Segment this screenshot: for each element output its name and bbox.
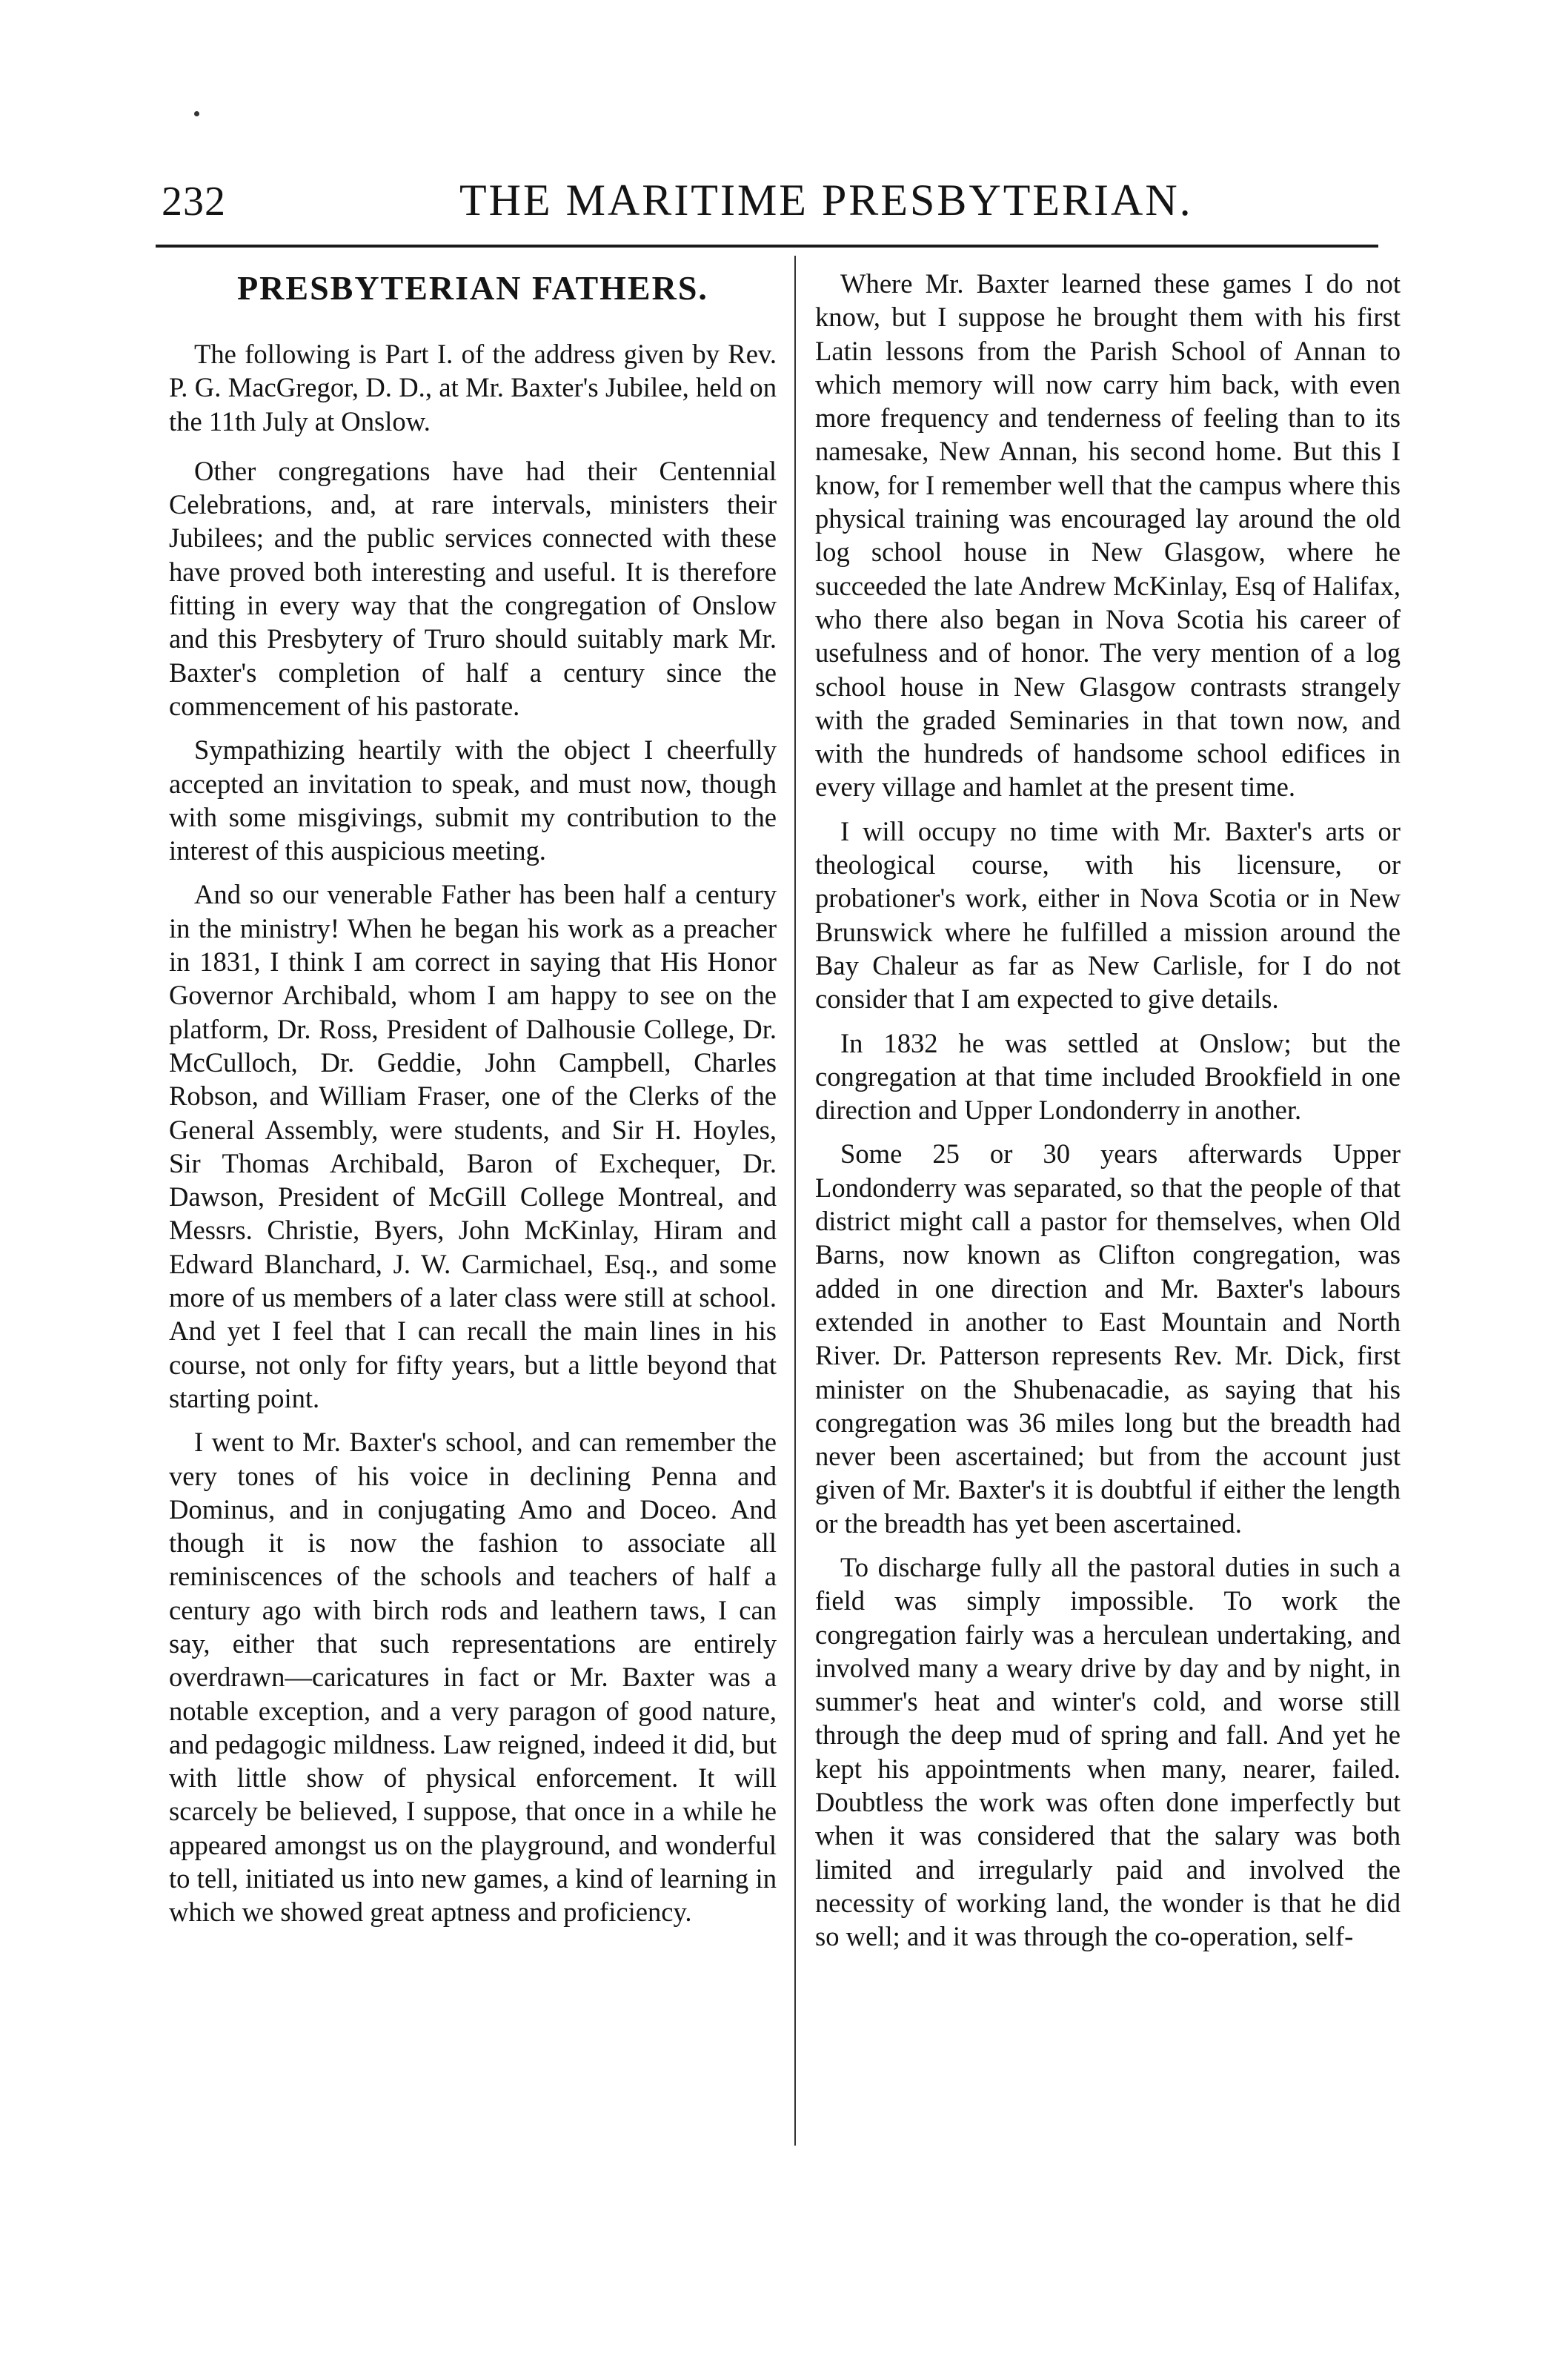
paragraph: Other congregations have had their Centennial Celebrations, and, at rare intervals, ministers their Jubilees; and the public services connected with these have proved both interesting and useful. It is therefore fitting in every way that the congregation of Onslow and this Presbytery of Truro should suitably mark Mr. Baxter's completion of half a century since the commencement of his pastorate. <box>169 455 777 721</box>
left-column <box>169 267 777 1940</box>
header-rule <box>156 245 1378 248</box>
article-intro: The following is Part I. of the address given by Rev. P. G. MacGregor, D. D., at Mr. Baxter's Jubilee, held on the 11th July at Onslow. <box>169 339 777 437</box>
paragraph: Some 25 or 30 years afterwards Upper Londonderry was separated, so that the people of that district might call a pastor for themselves, when Old Barns, now known as Clifton congregation, was added in one direction and Mr. Baxter's labours extended in another to East Mountain and North River. Dr. Patterson represents Rev. Mr. Dick, first minister on the Shubenacadie, as saying that his congregation was 36 miles long but the breadth had never been ascertained; but from the account just given of Mr. Baxter's it is doubtful if either the length or the breadth has yet been ascertained. <box>815 1138 1401 1539</box>
paragraph: I went to Mr. Baxter's school, and can remember the very tones of his voice in declining Penna and Dominus, and in conjugating Amo and Doceo. And though it is now the fashion to associate all reminiscences of the schools and teachers of half a century ago with birch rods and leathern taws, I can say, either that such representations are entirely overdrawn—caricatures in fact or Mr. Baxter was a notable exception, and a very paragon of good nature, and pedagogic mildness. Law reigned, indeed it did, but with little show of physical enforcement. It will scarcely be believed, I suppose, that once in a while he appeared amongst us on the playground, and wonderful to tell, initiated us into new games, a kind of learning in which we showed great aptness and proficiency. <box>169 1427 777 1928</box>
paragraph: Where Mr. Baxter learned these games I do not know, but I suppose he brought them with his first Latin lessons from the Parish School of Annan to which memory will now carry him back, with even more frequency and tenderness of feeling than to its namesake, New Annan, his second home. But this I know, for I remember well that the campus where this physical training was encouraged lay around the old log school house in New Glasgow, where he succeeded the late Andrew McKinlay, Esq of Halifax, who there also began in Nova Scotia his career of usefulness and of honor. The very mention of a log school house in New Glasgow contrasts strangely with the graded Seminaries in that town now, and with the hundreds of handsome school edifices in every village and hamlet at the present time. <box>815 268 1401 803</box>
page-number: 232 <box>162 179 226 225</box>
article-title: PRESBYTERIAN FATHERS. <box>237 269 708 307</box>
ink-speck <box>194 111 199 116</box>
paragraph: I will occupy no time with Mr. Baxter's arts or theological course, with his licensure, or probationer's work, either in Nova Scotia or in New Brunswick where he fulfilled a mission around the Bay Chaleur as far as New Carlisle, for I do not consider that I am expected to give details. <box>815 815 1401 1015</box>
paragraph: In 1832 he was settled at Onslow; but the congregation at that time included Brookfield in one direction and Upper Londonderry in another. <box>815 1027 1401 1126</box>
paragraph: Sympathizing heartily with the object I cheerfully accepted an invitation to speak, and must now, though with some misgivings, submit my contribution to the interest of this auspicious meeting. <box>169 734 777 866</box>
column-divider <box>794 256 796 2146</box>
paragraph: To discharge fully all the pastoral duties in such a field was simply impossible. To work the congregation fairly was a herculean undertaking, and involved many a weary drive by day and by night, in summer's heat and winter's cold, and worse still through the deep mud of spring and fall. And yet he kept his appointments when many, nearer, failed. Doubtless the work was often done imperfectly but when it was considered that the salary was both limited and irregularly paid and involved the necessity of working land, the wonder is that he did so well; and it was through the co-operation, self- <box>815 1551 1401 1952</box>
running-head-title: THE MARITIME PRESBYTERIAN. <box>459 176 1193 225</box>
paragraph: And so our venerable Father has been half a century in the ministry! When he began his work as a preacher in 1831, I think I am correct in saying that His Honor Governor Archibald, whom I am happy to see on the platform, Dr. Ross, President of Dalhousie College, Dr. McCulloch, Dr. Geddie, John Campbell, Charles Robson, and William Fraser, one of the Clerks of the General Assembly, were students, and Sir H. Hoyles, Sir Thomas Archibald, Baron of Exchequer, Dr. Dawson, President of McGill College Montreal, and Messrs. Christie, Byers, John McKinlay, Hiram and Edward Blanchard, J. W. Carmichael, Esq., and some more of us members of a later class were still at school. And yet I feel that I can recall the main lines in his course, not only for fifty years, but a little beyond that starting point. <box>169 879 777 1413</box>
right-column <box>815 267 1401 1964</box>
